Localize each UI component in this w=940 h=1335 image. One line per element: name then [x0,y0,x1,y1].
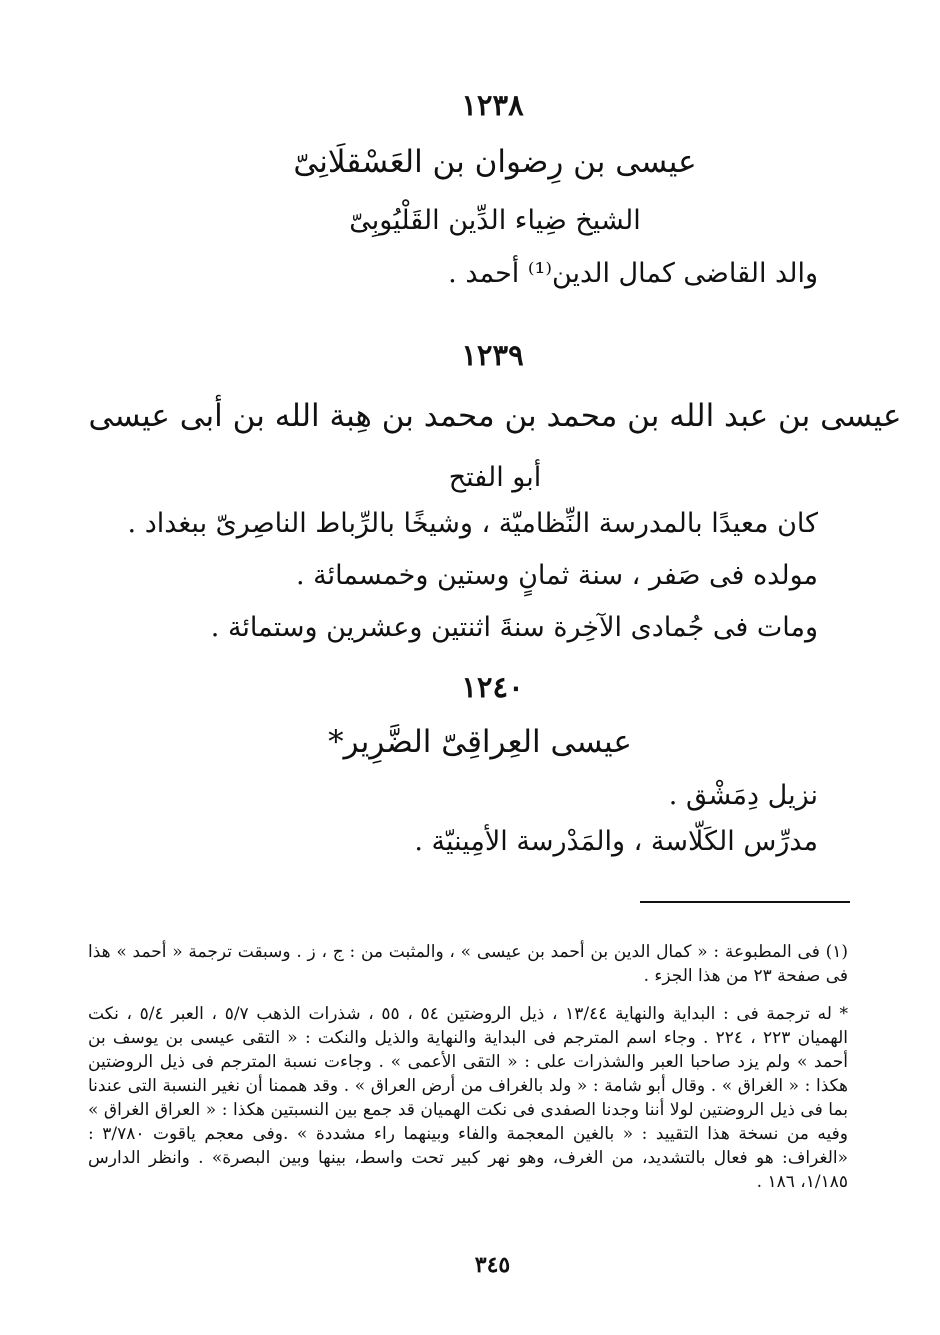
footnote: (١) فى المطبوعة : « كمال الدين بن أحمد بن عيسى » ، والمثبت من : ج ، ز . وسبقت ترجمة « أحمد » هذا فى صفحة ٢٣ من هذا الجزء . [88,942,848,986]
entry-name: عيسى بن رِضوان بن العَسْقلَانِىّ [293,144,697,180]
entry-subtitle: الشيخ ضِياء الدِّين القَلْيُوبِىّ [349,205,641,236]
entry-line: مدرِّس الكَلّاسة ، والمَدْرسة الأمِينيّة . [414,826,818,857]
footnote-separator [640,901,850,903]
entry-line: ومات فى جُمادى الآخِرة سنةَ اثنتين وعشرين وستمائة . [210,612,818,643]
entry-subtitle: أبو الفتح [448,462,542,493]
entry-name: عيسى بن عبد الله بن محمد بن محمد بن هِبة الله بن أبى عيسى [88,398,902,434]
entry-line: نزيل دِمَشْق . [668,780,818,811]
entry-number: ١٢٣٩ [461,338,524,372]
page-number: ٣٤٥ [474,1252,511,1278]
entry-line: مولده فى صَفر ، سنة ثمانٍ وستين وخمسمائة . [296,560,818,591]
entry-line: والد القاضى كمال الدين⁽¹⁾ أحمد . [448,258,818,289]
entry-number: ١٢٤٠ [461,670,524,704]
entry-name: عيسى العِراقِىّ الضَّرِير* [328,724,632,760]
entry-number: ١٢٣٨ [461,88,524,122]
footnote: * له ترجمة فى : البداية والنهاية ١٣/٤٤ ، ذيل الروضتين ٥٤ ، ٥٥ ، شذرات الذهب ٥/٧ ، العبر ٥/٤ ، نكت الهميان ٢٢٣ ، ٢٢٤ . وجاء اسم المترجم فى البداية والنهاية والذيل والنكت : « التقى عيسى بن يوسف بن أحمد » ولم يزد صاحبا العبر والشذرات على : « التقى الأعمى » . وجاءت نسبة المترجم فى ذيل الروضتين هكذا : « الغراق » . وقال أبو شامة : « ولد بالغراف من أرض العراق » . وقد هممنا أن نغير النسبة التى عندنا بما فى ذيل الروضتين لولا أننا وجدنا الصفدى فى نكت الهميان قد جمع بين النسبتين هكذا : « العراق الغراق » وفيه من نسخة هذا التقييد : « بالغين المعجمة والفاء وبينهما راء مشددة » .وفى معجم ياقوت ٣/٧٨٠ : «الغراف: هو فعال بالتشديد، من الغرف، وهو نهر كبير تحت واسط، بينها وبين البصرة» . وانظر الدارس ١/١٨٥، ١٨٦ . [88,1004,849,1192]
entry-line: كان معيدًا بالمدرسة النِّظاميّة ، وشيخًا بالرِّباط الناصِرىّ ببغداد . [127,508,818,539]
